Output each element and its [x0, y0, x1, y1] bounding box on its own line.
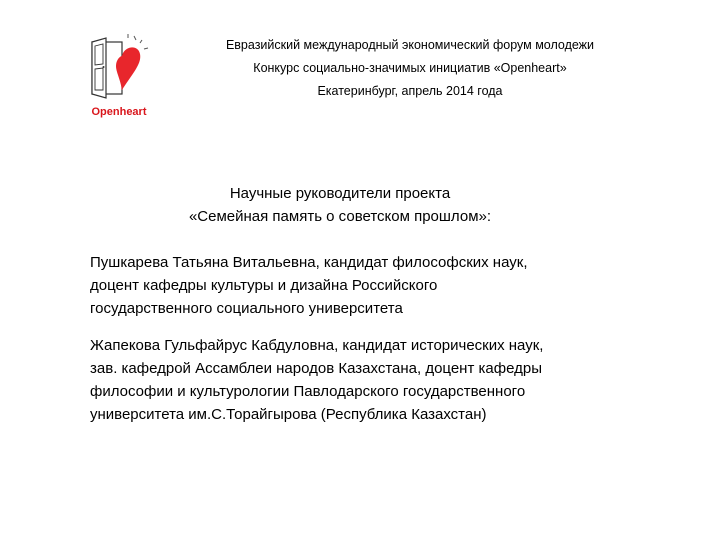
event-header	[180, 34, 640, 103]
open-door-heart-icon	[84, 28, 160, 104]
advisor-2-line: университета им.С.Торайгырова (Республика Казахстан)	[90, 406, 487, 423]
section-title	[60, 182, 620, 228]
section-title-line2: «Семейная память о советском прошлом»:	[188, 208, 492, 225]
forum-name: Евразийский международный экономический форум молодежи	[225, 38, 595, 52]
contest-name: Конкурс социально-значимых инициатив «Openheart»	[253, 61, 567, 75]
advisor-1-line: государственного социального университета	[90, 300, 403, 317]
advisor-1-line: доцент кафедры культуры и дизайна Российского	[90, 277, 438, 294]
section-title-line1: Научные руководители проекта	[229, 185, 451, 202]
advisor-1	[90, 251, 650, 320]
advisor-2-line: философии и культурологии Павлодарского государственного	[90, 383, 526, 400]
advisor-1-line: Пушкарева Татьяна Витальевна, кандидат философских наук,	[90, 254, 528, 271]
advisor-2-line: Жапекова Гульфайрус Кабдуловна, кандидат исторических наук,	[90, 337, 544, 354]
event-location-date: Екатеринбург, апрель 2014 года	[317, 84, 503, 98]
advisor-2	[90, 334, 650, 426]
logo-text: Openheart	[91, 106, 147, 118]
advisor-2-line: зав. кафедрой Ассамблеи народов Казахстана, доцент кафедры	[90, 360, 542, 377]
openheart-logo	[84, 28, 160, 120]
